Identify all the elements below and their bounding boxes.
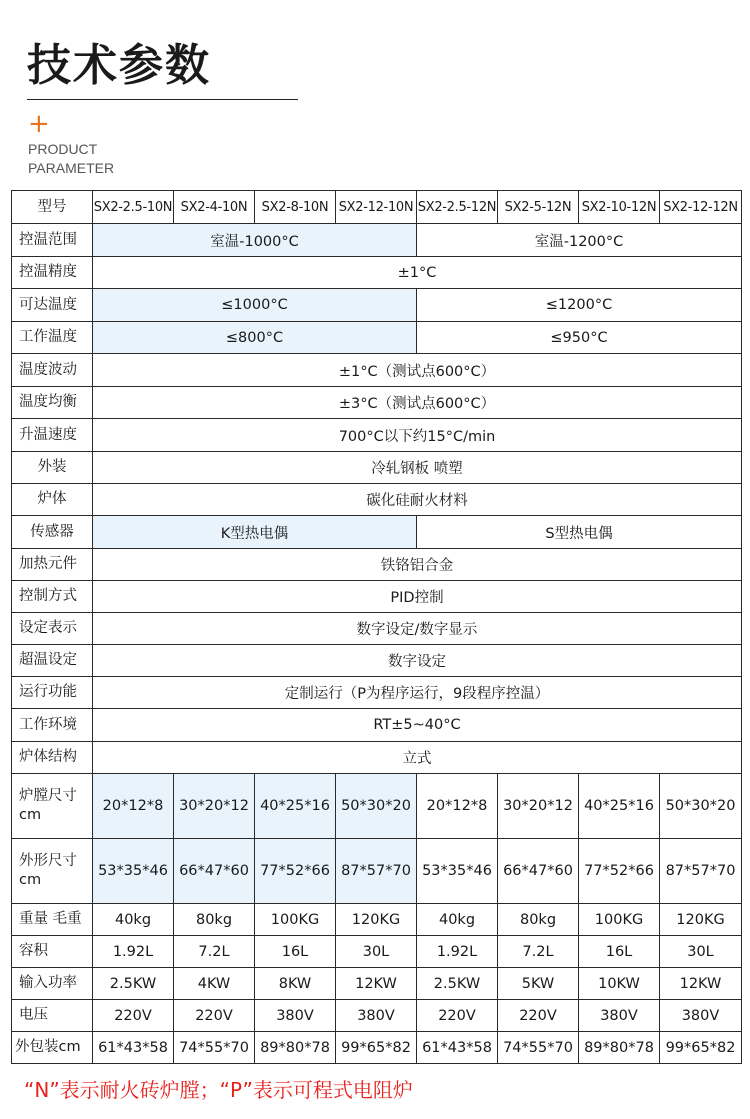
value-cell: 220V <box>498 1000 579 1032</box>
page-title: 技术参数 <box>27 40 211 91</box>
value-cell: 66*47*60 <box>174 839 255 904</box>
value-cell: ±3°C（测试点600°C） <box>93 387 742 419</box>
row-exterior <box>12 452 742 484</box>
value-cell: S型热电偶 <box>417 516 742 549</box>
plus-icon: + <box>28 109 50 139</box>
model-cell: SX2-4-10N <box>174 191 255 224</box>
value-cell: 380V <box>255 1000 336 1032</box>
value-cell: 220V <box>417 1000 498 1032</box>
model-cell: SX2-2.5-10N <box>93 191 174 224</box>
value-cell: 16L <box>255 936 336 968</box>
value-cell: 380V <box>336 1000 417 1032</box>
value-cell: 2.5KW <box>417 968 498 1000</box>
value-cell: 66*47*60 <box>498 839 579 904</box>
value-cell: 220V <box>174 1000 255 1032</box>
model-cell: SX2-10-12N <box>579 191 660 224</box>
model-cell: SX2-5-12N <box>498 191 579 224</box>
row-label: 温度均衡 <box>12 387 93 419</box>
value-cell: 87*57*70 <box>660 839 742 904</box>
subtitle-line-2: PARAMETER <box>28 160 115 176</box>
row-label: 输入功率 <box>12 968 93 1000</box>
value-cell: 12KW <box>660 968 742 1000</box>
value-cell: 80kg <box>498 904 579 936</box>
row-label: 外形尺寸cm <box>12 839 93 904</box>
row-label: 设定表示 <box>12 613 93 645</box>
value-cell: 室温-1200°C <box>417 224 742 257</box>
value-cell: 77*52*66 <box>579 839 660 904</box>
value-cell: 7.2L <box>174 936 255 968</box>
row-temp-fluctuation <box>12 354 742 387</box>
value-cell: 74*55*70 <box>174 1032 255 1064</box>
value-cell: 700°C以下约15°C/min <box>93 419 742 452</box>
row-heating-element <box>12 549 742 581</box>
row-package-size <box>12 1032 742 1064</box>
value-cell: 2.5KW <box>93 968 174 1000</box>
row-label: 控温范围 <box>12 224 93 257</box>
subtitle-line-1: PRODUCT <box>28 141 98 157</box>
row-label: 外装 <box>12 452 93 484</box>
title-underline <box>27 99 298 100</box>
value-cell: 100KG <box>579 904 660 936</box>
row-label: 型号 <box>12 191 93 224</box>
row-environment <box>12 709 742 742</box>
row-max-temp <box>12 289 742 322</box>
value-cell: 立式 <box>93 742 742 774</box>
value-cell: 30L <box>336 936 417 968</box>
value-cell: ≤950°C <box>417 322 742 354</box>
row-label: 传感器 <box>12 516 93 549</box>
row-label: 升温速度 <box>12 419 93 452</box>
value-cell: K型热电偶 <box>93 516 417 549</box>
value-cell: 数字设定 <box>93 645 742 677</box>
value-cell: ≤1200°C <box>417 289 742 322</box>
row-model <box>12 191 742 224</box>
row-temp-uniformity <box>12 387 742 419</box>
value-cell: 12KW <box>336 968 417 1000</box>
row-label: 控温精度 <box>12 257 93 289</box>
value-cell: 定制运行（P为程序运行，9段程序控温） <box>93 677 742 709</box>
value-cell: ≤800°C <box>93 322 417 354</box>
row-run-function <box>12 677 742 709</box>
value-cell: 1.92L <box>417 936 498 968</box>
value-cell: 80kg <box>174 904 255 936</box>
value-cell: 4KW <box>174 968 255 1000</box>
row-chamber-size <box>12 774 742 839</box>
row-voltage <box>12 1000 742 1032</box>
value-cell: 220V <box>93 1000 174 1032</box>
row-input-power <box>12 968 742 1000</box>
value-cell: 53*35*46 <box>93 839 174 904</box>
value-cell: 120KG <box>660 904 742 936</box>
value-cell: 53*35*46 <box>417 839 498 904</box>
value-cell: 120KG <box>336 904 417 936</box>
row-label: 容积 <box>12 936 93 968</box>
row-sensor <box>12 516 742 549</box>
value-cell: ≤1000°C <box>93 289 417 322</box>
row-gross-weight <box>12 904 742 936</box>
value-cell: ±1°C <box>93 257 742 289</box>
row-label: 加热元件 <box>12 549 93 581</box>
row-label: 超温设定 <box>12 645 93 677</box>
value-cell: 8KW <box>255 968 336 1000</box>
value-cell: 50*30*20 <box>336 774 417 839</box>
model-cell: SX2-8-10N <box>255 191 336 224</box>
value-cell: 99*65*82 <box>660 1032 742 1064</box>
value-cell: 30L <box>660 936 742 968</box>
value-cell: 40kg <box>417 904 498 936</box>
row-volume <box>12 936 742 968</box>
model-cell: SX2-12-10N <box>336 191 417 224</box>
spec-table <box>11 190 742 1064</box>
row-structure <box>12 742 742 774</box>
row-label: 电压 <box>12 1000 93 1032</box>
row-label: 运行功能 <box>12 677 93 709</box>
value-cell: 99*65*82 <box>336 1032 417 1064</box>
value-cell: 20*12*8 <box>417 774 498 839</box>
value-cell: 50*30*20 <box>660 774 742 839</box>
value-cell: 数字设定/数字显示 <box>93 613 742 645</box>
row-control-range <box>12 224 742 257</box>
value-cell: 16L <box>579 936 660 968</box>
row-label: 炉体结构 <box>12 742 93 774</box>
value-cell: RT±5~40°C <box>93 709 742 742</box>
value-cell: 40*25*16 <box>579 774 660 839</box>
value-cell: 10KW <box>579 968 660 1000</box>
value-cell: 30*20*12 <box>498 774 579 839</box>
row-label: 工作温度 <box>12 322 93 354</box>
row-outer-size <box>12 839 742 904</box>
value-cell: 89*80*78 <box>255 1032 336 1064</box>
model-cell: SX2-12-12N <box>660 191 742 224</box>
value-cell: 7.2L <box>498 936 579 968</box>
value-cell: PID控制 <box>93 581 742 613</box>
row-label: 控制方式 <box>12 581 93 613</box>
footnote: “N”表示耐火砖炉膛；“P”表示可程式电阻炉 <box>24 1078 413 1102</box>
row-setting-display <box>12 613 742 645</box>
value-cell: ±1°C（测试点600°C） <box>93 354 742 387</box>
value-cell: 380V <box>660 1000 742 1032</box>
value-cell: 61*43*58 <box>93 1032 174 1064</box>
value-cell: 5KW <box>498 968 579 1000</box>
value-cell: 89*80*78 <box>579 1032 660 1064</box>
value-cell: 40*25*16 <box>255 774 336 839</box>
value-cell: 碳化硅耐火材料 <box>93 484 742 516</box>
row-furnace-body <box>12 484 742 516</box>
value-cell: 铁铬铝合金 <box>93 549 742 581</box>
row-label: 温度波动 <box>12 354 93 387</box>
row-control-accuracy <box>12 257 742 289</box>
row-heating-rate <box>12 419 742 452</box>
value-cell: 380V <box>579 1000 660 1032</box>
row-label: 工作环境 <box>12 709 93 742</box>
value-cell: 1.92L <box>93 936 174 968</box>
row-control-method <box>12 581 742 613</box>
value-cell: 87*57*70 <box>336 839 417 904</box>
value-cell: 冷轧钢板 喷塑 <box>93 452 742 484</box>
value-cell: 61*43*58 <box>417 1032 498 1064</box>
value-cell: 20*12*8 <box>93 774 174 839</box>
row-label: 炉膛尺寸cm <box>12 774 93 839</box>
row-overtemp-setting <box>12 645 742 677</box>
value-cell: 100KG <box>255 904 336 936</box>
value-cell: 40kg <box>93 904 174 936</box>
value-cell: 30*20*12 <box>174 774 255 839</box>
row-label: 重量 毛重 <box>12 904 93 936</box>
row-label: 炉体 <box>12 484 93 516</box>
value-cell: 74*55*70 <box>498 1032 579 1064</box>
value-cell: 室温-1000°C <box>93 224 417 257</box>
row-label: 可达温度 <box>12 289 93 322</box>
row-working-temp <box>12 322 742 354</box>
value-cell: 77*52*66 <box>255 839 336 904</box>
model-cell: SX2-2.5-12N <box>417 191 498 224</box>
row-label: 外包装cm <box>12 1032 93 1064</box>
